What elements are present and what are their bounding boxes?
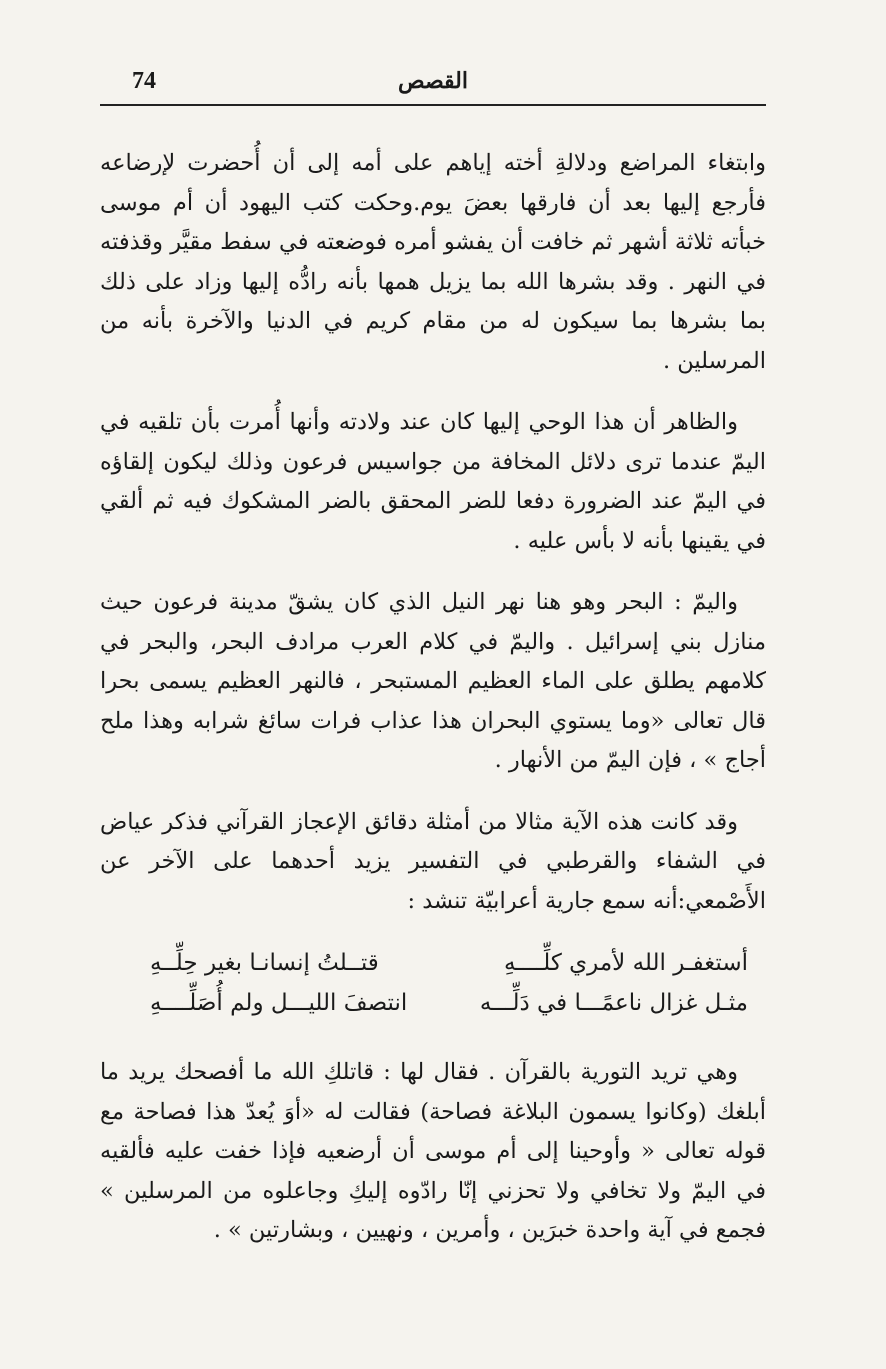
page-header [100,62,766,102]
body-text [100,144,766,1273]
poem-verse [100,983,766,1023]
paragraph: وقد كانت هذه الآية مثالا من أمثلة دقائق الإعجاز القرآني فذكر عياض في الشفاء والقرطبي في التفسير يزيد أحدهما على الآخر عن الأَصْمعي:أنه سمع جارية أعرابيّة تنشد : [100,808,766,914]
poem-hemistich-right: مثـل غزال ناعمًـــا في دَلِّـــه [479,990,748,1016]
paragraph: والظاهر أن هذا الوحي إليها كان عند ولادته وأنها أُمرت بأن تلقيه في اليمّ عندما ترى دلائل المخافة من جواسيس فرعون وذلك ليكون إلقاؤه في اليمّ عند الضرورة دفعا للضر المحقق بالضر المشكوك فيه ثم ألقي في يقينها بأنه لا بأس عليه . [100,409,766,554]
paragraph: واليمّ : البحر وهو هنا نهر النيل الذي كان يشقّ مدينة فرعون حيث منازل بني إسرائيل . واليمّ في كلام العرب مرادف البحر، والبحر في كلامهم يطلق على الماء العظيم المستبحر ، فالنهر العظيم يسمى بحرا قال تعالى «وما يستوي البحران هذا عذاب فرات سائغ شرابه وهذا ملح أجاج » ، فإن اليمّ من الأنهار . [100,589,766,773]
header-rule [100,104,766,106]
poem-hemistich-left: انتصفَ الليـــل ولم أُصَلِّــــهِ [150,990,408,1016]
page-number: 74 [132,68,156,94]
poem-hemistich-left: قتــلتُ إنسانـا بغير حِلِّــهِ [150,950,379,976]
closing-paragraph: وهي تريد التورية بالقرآن . فقال لها : قاتلكِ الله ما أفصحك يريد ما أبلغك (وكانوا يسمون البلاغة فصاحة) فقالت له «أوَ يُعدّ هذا فصاحة مع قوله تعالى « وأوحينا إلى أم موسى أن أرضعيه فإذا خفت عليه فألقيه في اليمّ ولا تخافي ولا تحزني إنّا رادّوه إليكِ وجاعلوه من المرسلين » فجمع في آية واحدة خبرَين ، وأمرين ، ونهيين ، وبشارتين » . [100,1059,766,1243]
running-title: القصص [398,68,468,94]
poem-hemistich-right: أستغفـر الله لأمري كلِّــــهِ [503,950,748,976]
poem [100,943,766,1023]
paragraph: وابتغاء المراضع ودلالةِ أخته إياهم على أمه إلى أن أُحضرت لإرضاعه فأرجع إليها بعد أن فارقها بعضَ يوم.وحكت كتب اليهود أن أم موسى خبأته ثلاثة أشهر ثم خافت أن يفشو أمره فوضعته في سفط مقيَّر وقذفته في النهر . وقد بشرها الله بما يزيل همها بأنه رادُّه إليها وزاد على ذلك بما بشرها بما سيكون له من مقام كريم في الدنيا والآخرة بأنه من المرسلين . [100,150,766,374]
poem-verse [100,943,766,983]
